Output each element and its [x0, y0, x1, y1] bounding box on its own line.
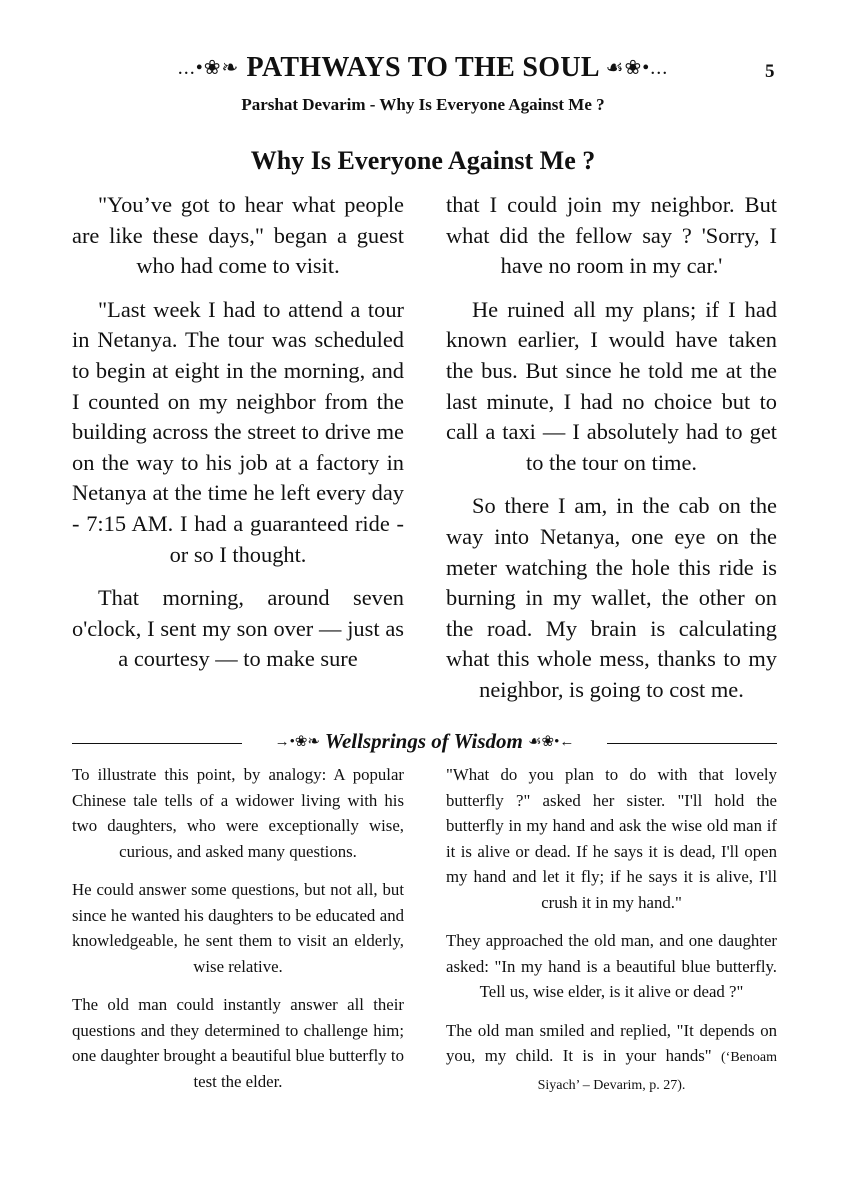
article-column-right — [446, 190, 777, 706]
divider-rule-right — [607, 743, 777, 744]
tale-paragraph: "What do you plan to do with that lovely butterfly ?" asked her sister. "I'll hold the butterfly in my hand and ask the wise old man if it is alive or dead. If he says it is dead, I'll open my hand and let it fly; if he says it is alive, I'll crush it in my hand." — [446, 765, 777, 912]
article-paragraph: that I could join my neighbor. But what did the fellow say ? 'Sorry, I have no room in my car.' — [446, 192, 777, 279]
tale-paragraph: The old man could instantly answer all their questions and they determined to challenge him; one daughter brought a beautiful blue butterfly to test the elder. — [72, 995, 404, 1091]
section-divider — [72, 729, 777, 757]
page-subtitle: Parshat Devarim - Why Is Everyone Against Me ? — [241, 95, 605, 114]
article-title: Why Is Everyone Against Me ? — [250, 146, 596, 175]
swirl-right-icon: ☙❀•← — [528, 734, 575, 750]
tale-column-right — [446, 762, 777, 1098]
tale-final-text: The old man smiled and replied, "It depends on you, my child. It is in your hands" — [446, 1020, 777, 1065]
tale-paragraph: He could answer some questions, but not all, but since he wanted his daughters to be educated and knowledgeable, he sent them to visit an elderly, wise relative. — [72, 880, 404, 976]
tale-paragraph: To illustrate this point, by analogy: A popular Chinese tale tells of a widower living with his two daughters, who were exceptionally wise, curious, and asked many questions. — [72, 765, 404, 861]
tale-column-left — [72, 762, 404, 1094]
ornament-right-icon: ☙❀•... — [605, 57, 669, 79]
tale-paragraph: They approached the old man, and one daughter asked: "In my hand is a beautiful blue butterfly. Tell us, wise elder, is it alive or dead ?" — [446, 931, 777, 1001]
newsletter-title-text: PATHWAYS TO THE SOUL — [246, 52, 599, 83]
article-paragraph: That morning, around seven o'clock, I sent my son over — just as a courtesy — to make sure — [72, 585, 404, 672]
article-paragraph: He ruined all my plans; if I had known earlier, I would have taken the bus. But since he told me at the last minute, I had no choice but to call a taxi — I absolutely had to get to the tour on time. — [446, 296, 777, 475]
section-heading-text: Wellsprings of Wisdom — [324, 729, 523, 753]
article-column-left — [72, 190, 404, 675]
article-paragraph: "Last week I had to attend a tour in Netanya. The tour was scheduled to begin at eight in the morning, and I counted on my neighbor from the building across the street to drive me on the way to his job at a factory in Netanya at the time he left every day - 7:15 AM. I had a guaranteed ride - or so I thought. — [72, 296, 404, 567]
section-heading — [242, 729, 607, 754]
article-paragraph: So there I am, in the cab on the way into Netanya, one eye on the meter watching the hole this ride is burning in my wallet, the other on the road. My brain is calculating what this whole mess, thanks to my neighbor, is going to cost me. — [446, 493, 777, 702]
divider-rule-left — [72, 743, 242, 744]
tale-paragraph-final — [446, 1018, 777, 1099]
ornament-left-icon: ...•❀❧ — [177, 57, 240, 79]
article-paragraph: "You’ve got to hear what people are like these days," began a guest who had come to visit. — [72, 192, 404, 279]
page-number: 5 — [765, 61, 775, 82]
source-citation: (‘Benoam Siyach’ – Devarim, p. 27). — [537, 1050, 777, 1093]
newsletter-title — [0, 52, 846, 84]
swirl-left-icon: →•❀❧ — [274, 734, 320, 750]
